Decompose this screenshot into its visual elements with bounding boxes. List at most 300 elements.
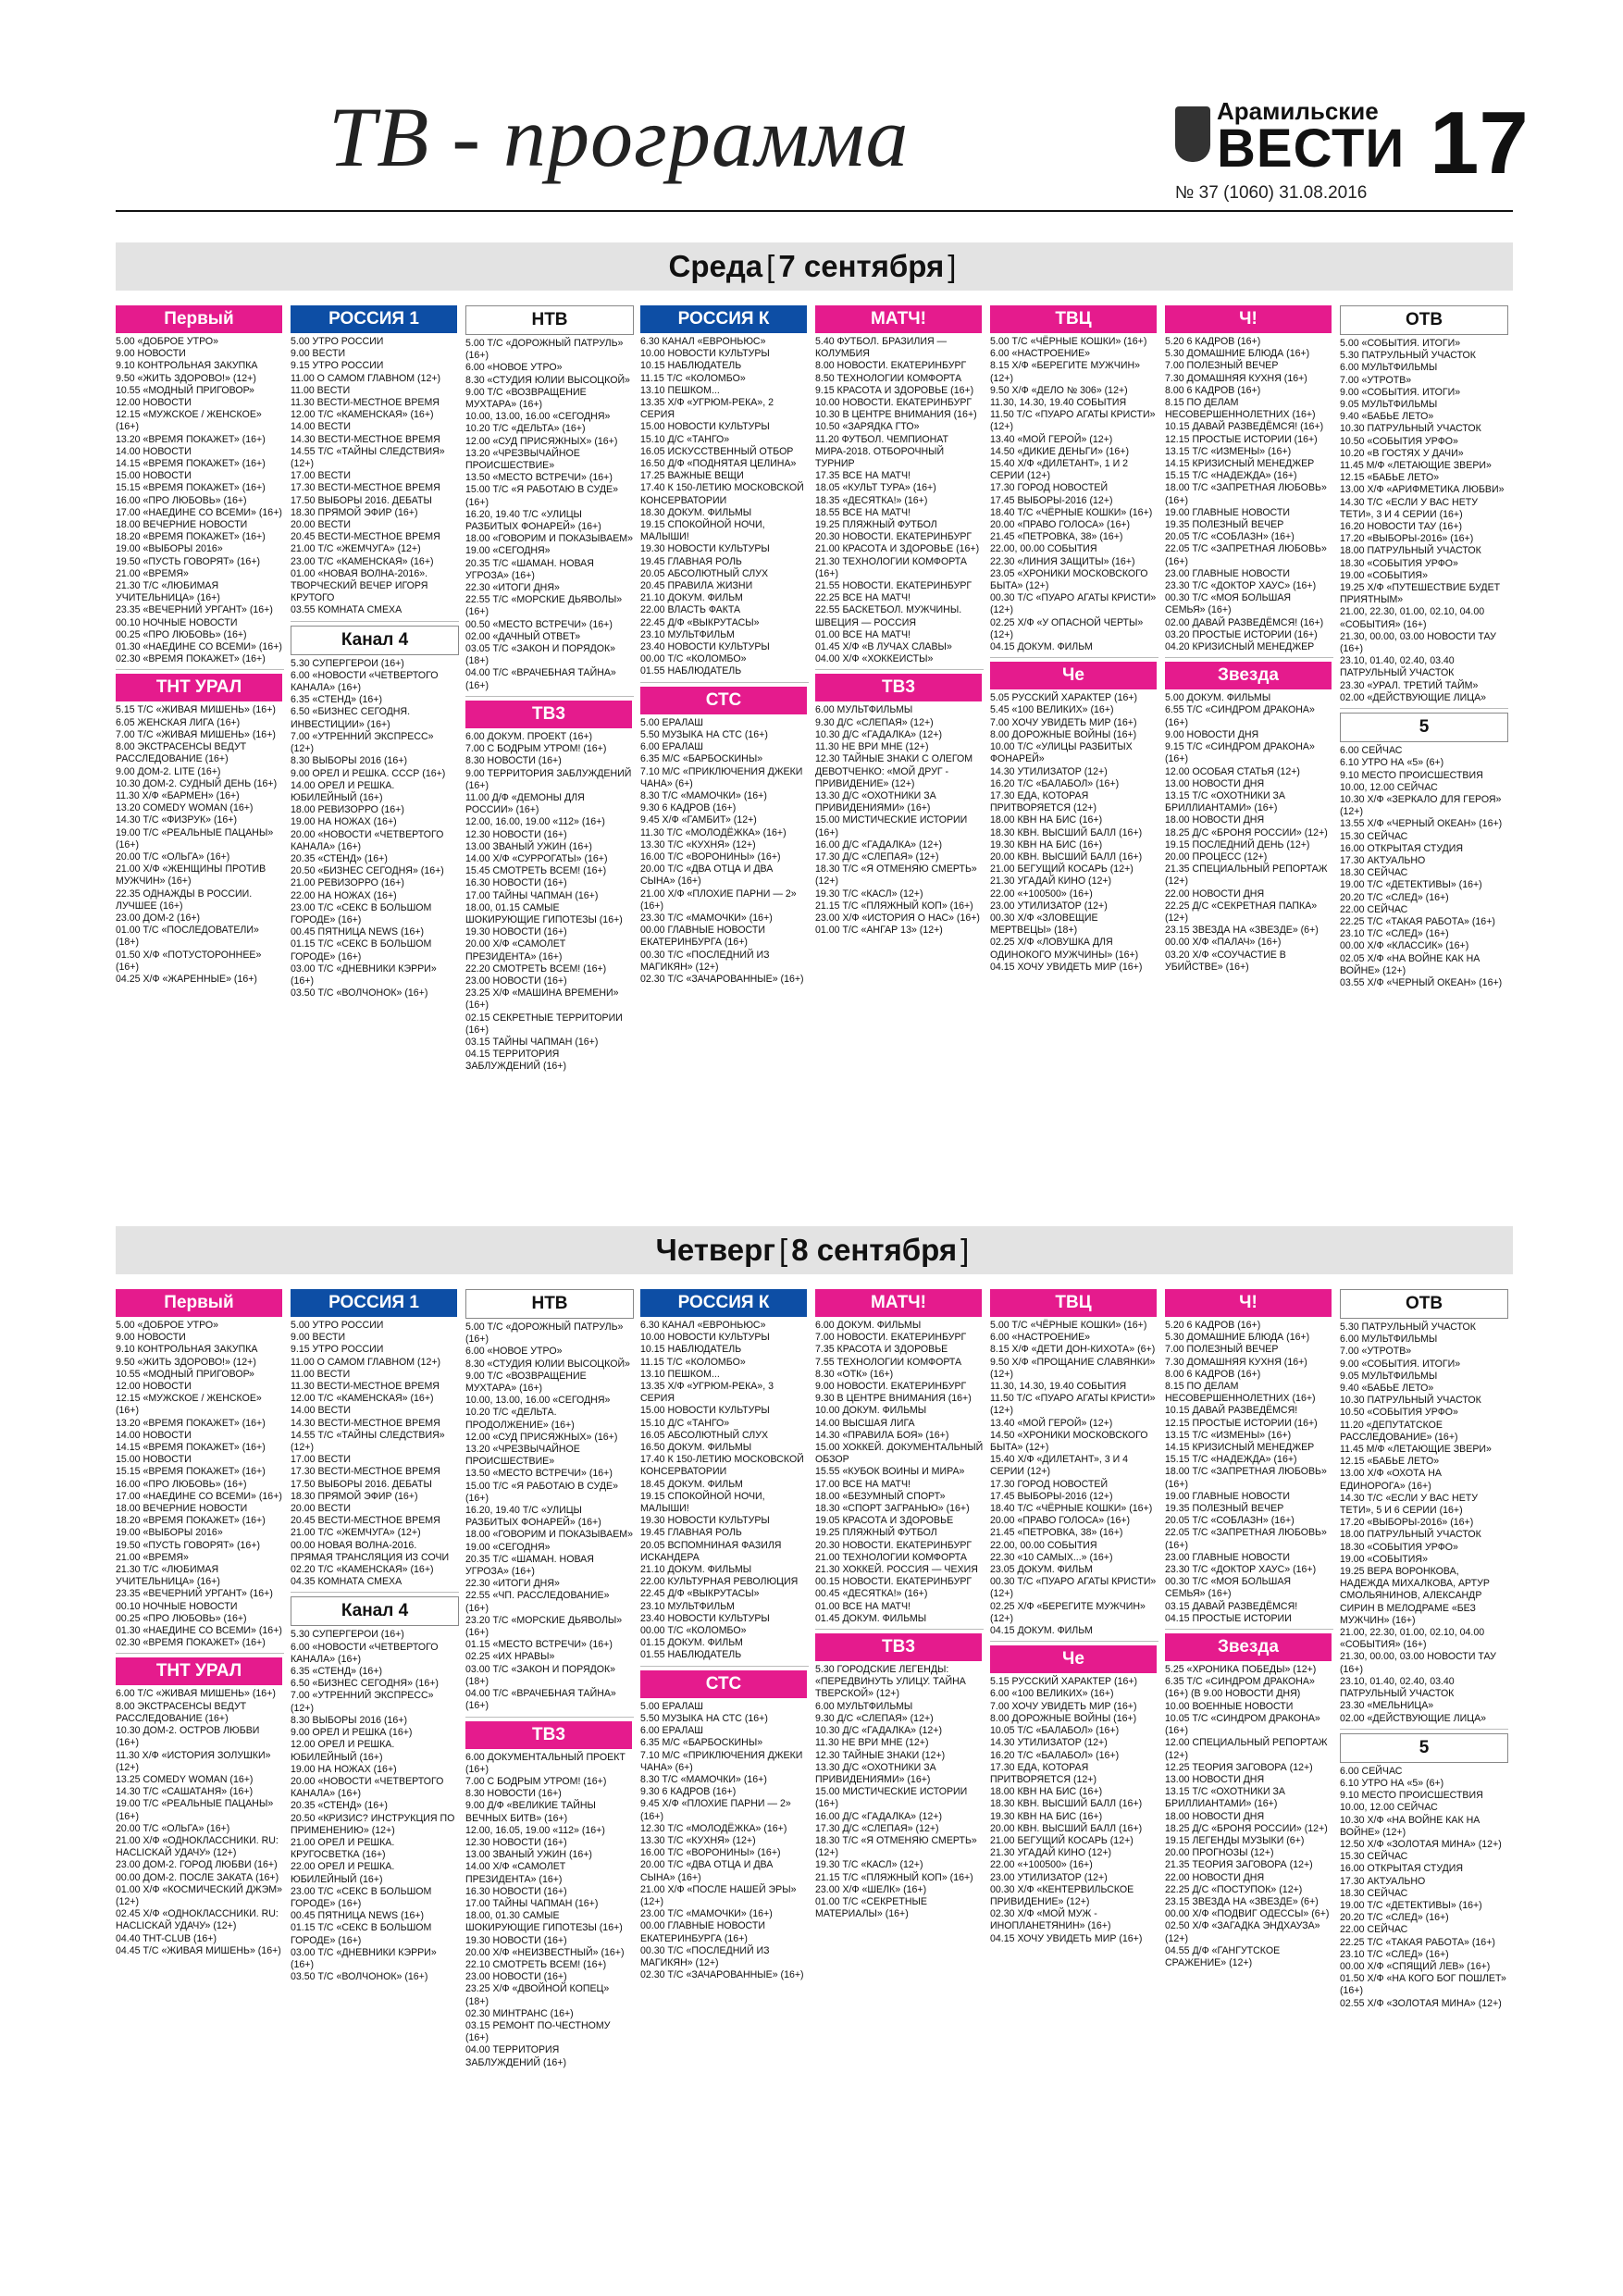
program-item: 13.15 Т/С «ОХОТНИКИ ЗА БРИЛЛИАНТАМИ» (16+) [1165,789,1286,814]
program-item: 14.15 КРИЗИСНЫЙ МЕНЕДЖЕР [1165,1442,1315,1454]
channel-column [640,305,809,986]
program-item: 19.25 ПЛЯЖНЫЙ ФУТБОЛ [815,519,937,531]
channel-logo: РОССИЯ 1 [291,1289,457,1317]
program-item: 5.00 ДОКУМ. ФИЛЬМЫ [1165,692,1271,704]
program-item: 9.45 Х/Ф «ГАМБИТ» (12+) [640,814,757,826]
program-item: 18.00 ВЕЧЕРНИЕ НОВОСТИ [116,519,248,531]
program-item: 12.00 Т/С «КАМЕНСКАЯ» (16+) [291,409,434,421]
program-item: 19.35 ПОЛЕЗНЫЙ ВЕЧЕР [1165,519,1284,531]
program-item: 23.25 Х/Ф «МАШИНА ВРЕМЕНИ» (16+) [465,987,619,1011]
program-item: 19.00 «СОБЫТИЯ» [1340,569,1428,581]
program-list [1165,692,1333,974]
program-item: 21.30 Т/С «ЛЮБИМАЯ УЧИТЕЛЬНИЦА» (16+) [116,580,220,604]
program-item: 18.20 «ВРЕМЯ ПОКАЖЕТ» (16+) [116,1515,266,1527]
program-item: 6.10 УТРО НА «5» (6+) [1340,757,1444,769]
program-item: 9.00 Т/С «ВОЗВРАЩЕНИЕ МУХТАРА» (16+) [465,1370,587,1395]
program-item: 23.00 ДОМ-2 (16+) [116,912,201,924]
program-item: 02.30 МИНТРАНС (16+) [465,2007,574,2019]
program-item: 19.00 «ВЫБОРЫ 2016» [116,1527,223,1539]
program-item: 9.00 ДОМ-2. LITE (16+) [116,765,221,777]
program-item: 7.00 ПОЛЕЗНЫЙ ВЕЧЕР [1165,1344,1279,1356]
program-item: 15.00 Т/С «Я РАБОТАЮ В СУДЕ» (16+) [465,1480,618,1504]
channel-logo: СТС [640,687,807,714]
program-item: 8.30 НОВОСТИ (16+) [465,755,562,767]
program-item: 21.00 КРАСОТА И ЗДОРОВЬЕ (16+) [815,543,980,555]
program-item: 18.00 Т/С «ЗАПРЕТНАЯ ЛЮБОВЬ» (16+) [1165,482,1327,506]
program-item: 13.30 Д/С «ОХОТНИКИ ЗА ПРИВИДЕНИЯМИ» (16+) [815,789,936,814]
program-list [1340,1766,1508,2010]
program-item: 20.00 ПРОЦЕСС (12+) [1165,850,1268,863]
program-item: 6.35 «СТЕНД» (16+) [291,694,382,706]
program-item: 18.00 НОВОСТИ ДНЯ [1165,1810,1265,1822]
program-list [116,1688,284,1956]
channel-logo: Звезда [1165,662,1332,689]
program-item: 15.00 МИСТИЧЕСКИЕ ИСТОРИИ (16+) [815,814,968,838]
program-item: 01.55 НАБЛЮДАТЕЛЬ [640,1649,742,1661]
program-item: 15.00 Т/С «Я РАБОТАЮ В СУДЕ» (16+) [465,484,618,508]
channel-logo: 5 [1340,1733,1508,1763]
program-item: 18.00 «ГОВОРИМ И ПОКАЗЫВАЕМ» [465,533,633,545]
bracket: [ [779,1233,788,1267]
program-item: 5.50 МУЗЫКА НА СТС (16+) [640,728,768,740]
program-item: 00.30 Х/Ф «ЗЛОВЕЩИЕ МЕРТВЕЦЫ» (18+) [990,912,1098,937]
program-list [990,1676,1158,1944]
program-item: 02.30 Т/С «ЗАЧАРОВАННЫЕ» (16+) [640,1969,804,1981]
program-item: 00.00 Х/Ф «КЛАССИК» (16+) [1340,940,1469,952]
program-item: 9.00 ВЕСТИ [291,348,346,360]
program-item: 23.05 ДОКУМ. ФИЛЬМ [990,1564,1093,1576]
program-item: 7.00 ПОЛЕЗНЫЙ ВЕЧЕР [1165,360,1279,372]
program-item: 10.00, 13.00, 16.00 «СЕГОДНЯ» [465,1395,611,1407]
program-item: 8.30 Т/С «МАМОЧКИ» (16+) [640,1773,767,1785]
program-item: 13.50 «МЕСТО ВСТРЕЧИ» (16+) [465,472,613,484]
program-item: 15.30 СЕЙЧАС [1340,1851,1408,1863]
program-item: 23.30 «УРАЛ. ТРЕТИЙ ТАЙМ» [1340,679,1479,691]
program-item: 10.15 ДАВАЙ РАЗВЕДЁМСЯ! [1165,1405,1298,1417]
program-item: 17.00 ВЕСТИ [291,1454,351,1466]
program-item: 19.30 КВН НА БИС (16+) [990,838,1103,850]
program-item: 15.10 Д/С «ТАНГО» [640,1417,730,1429]
program-item: 6.50 «БИЗНЕС СЕГОДНЯ» (16+) [291,1678,439,1690]
program-item: 11.50 Т/С «ПУАРО АГАТЫ КРИСТИ» (12+) [990,409,1156,433]
program-list [465,338,634,692]
program-item: 23.10 Т/С «СЛЕД» (16+) [1340,1948,1449,1960]
program-item: 00.00 Х/Ф «ПОДВИГ ОДЕССЫ» (6+) [1165,1908,1330,1920]
day-label: Среда [668,249,763,283]
program-item: 18.30 «СОБЫТИЯ УРФО» [1340,557,1458,569]
program-item: 20.00 Т/С «ДВА ОТЦА И ДВА СЫНА» (16+) [640,863,774,887]
program-item: 7.00 «УТРОТВ» [1340,374,1412,386]
program-list [640,336,809,678]
channel-logo: ТНТ УРАЛ [116,674,282,701]
program-item: 22.00 СЕЙЧАС [1340,1924,1408,1936]
program-item: 6.35 М/С «БАРБОСКИНЫ» [640,753,763,765]
program-item: 10.00 НОВОСТИ КУЛЬТУРЫ [640,1332,770,1344]
program-item: 17.30 ЕДА, КОТОРАЯ ПРИТВОРЯЕТСЯ (12+) [990,789,1097,814]
program-item: 5.00 Т/С «ДОРОЖНЫЙ ПАТРУЛЬ» (16+) [465,1322,624,1346]
program-item: 17.20 «ВЫБОРЫ-2016» (16+) [1340,1517,1474,1529]
program-list [1165,1664,1333,1969]
program-item: 20.05 Т/С «СОБЛАЗН» (16+) [1165,1515,1295,1527]
program-item: 22.25 Д/С «ПОСТУПОК» (12+) [1165,1883,1303,1895]
program-item: 5.50 МУЗЫКА НА СТС (16+) [640,1712,768,1724]
program-item: 13.00 НОВОСТИ ДНЯ [1165,777,1265,789]
program-item: 17.30 Д/С «СЛЕПАЯ» (12+) [815,1822,939,1834]
program-item: 02.30 Х/Ф «МОЙ МУЖ - ИНОПЛАНЕТЯНИН» (16+) [990,1908,1111,1932]
channel-logo: Че [990,662,1157,689]
program-item: 18.00, 01.15 САМЫЕ ШОКИРУЮЩИЕ ГИПОТЕЗЫ (16+) [465,901,623,925]
channel-logo: РОССИЯ 1 [291,305,457,333]
program-item: 02.00 «ДАЧНЫЙ ОТВЕТ» [465,630,581,642]
program-item: 18.00 НОВОСТИ ДНЯ [1165,814,1265,826]
channel-column [116,1289,284,1957]
program-item: 22.00, 00.00 СОБЫТИЯ [990,1539,1097,1551]
program-item: 18.00 «ГОВОРИМ И ПОКАЗЫВАЕМ» [465,1529,633,1541]
program-item: 00.50 «МЕСТО ВСТРЕЧИ» (16+) [465,618,613,630]
program-item: 01.15 «МЕСТО ВСТРЕЧИ» (16+) [465,1639,613,1651]
program-item: 10.30 ДОМ-2. ОСТРОВ ЛЮБВИ (16+) [116,1725,260,1749]
program-item: 20.50 «КРИЗИС? ИНСТРУКЦИЯ ПО ПРИМЕНЕНИЮ» (12+) [291,1812,455,1836]
program-list [1340,338,1508,704]
program-list [465,1752,634,2069]
program-item: 16.05 АБСОЛЮТНЫЙ СЛУХ [640,1429,769,1441]
logo-subtitle: Арамильские [1217,97,1379,125]
program-item: 17.50 ВЫБОРЫ 2016. ДЕБАТЫ [291,494,432,506]
program-item: 02.05 Х/Ф «НА ВОЙНЕ КАК НА ВОЙНЕ» (12+) [1340,952,1481,976]
program-item: 5.30 ПАТРУЛЬНЫЙ УЧАСТОК [1340,1322,1476,1333]
program-item: 21.15 Т/С «ПЛЯЖНЫЙ КОП» (16+) [815,1871,973,1883]
program-item: 04.45 Т/С «ЖИВАЯ МИШЕНЬ» (16+) [116,1944,281,1956]
program-item: 15.00 НОВОСТИ [116,470,192,482]
program-list [1340,1322,1508,1725]
program-item: 00.45 «ДЕСЯТКА!» (16+) [815,1588,928,1600]
program-item: 13.15 Т/С «ОХОТНИКИ ЗА БРИЛЛИАНТАМИ» (16+) [1165,1786,1286,1810]
program-item: 18.30 «СПОРТ ЗАГРАНЬЮ» (16+) [815,1503,970,1515]
program-item: 15.30 СЕЙЧАС [1340,830,1408,842]
program-item: 22.35 ОДНАЖДЫ В РОССИИ. ЛУЧШЕЕ (16+) [116,887,253,912]
program-item: 13.10 ПЕШКОМ... [640,384,720,396]
program-item: 02.25 «ИХ НРАВЫ» [465,1651,555,1663]
program-item: 12.15 «МУЖСКОЕ / ЖЕНСКОЕ» (16+) [116,409,262,433]
program-item: 01.15 ДОКУМ. ФИЛЬМ [640,1637,743,1649]
program-item: 01.00 Т/С «СЕКРЕТНЫЕ МАТЕРИАЛЫ» (16+) [815,1895,927,1920]
program-item: 10.50 «ЗАРЯДКА ГТО» [815,421,920,433]
program-item: 16.00 Д/С «ГАДАЛКА» (12+) [815,1810,943,1822]
program-item: 16.50 ДОКУМ. ФИЛЬМЫ [640,1442,752,1454]
program-item: 15.00 НОВОСТИ КУЛЬТУРЫ [640,421,770,433]
program-item: 20.05 ВСПОМНИНАЯ ФАЗИЛЯ ИСКАНДЕРА [640,1539,782,1563]
program-item: 12.00 «СУД ПРИСЯЖНЫХ» (16+) [465,435,618,447]
program-item: 5.15 РУССКИЙ ХАРАКТЕР (16+) [990,1676,1138,1688]
program-item: 9.05 МУЛЬТФИЛЬМЫ [1340,1370,1438,1382]
channel-column [990,305,1158,974]
program-item: 6.00 Т/С «ЖИВАЯ МИШЕНЬ» (16+) [116,1688,276,1700]
program-item: 00.10 НОЧНЫЕ НОВОСТИ [116,616,238,628]
program-item: 19.00 «СЕГОДНЯ» [465,545,551,557]
program-list [291,1320,459,1588]
program-item: 21.30, 00.00, 03.00 НОВОСТИ ТАУ (16+) [1340,630,1496,655]
program-item: 18.30 СЕЙЧАС [1340,1887,1408,1899]
channel-logo: ТВ3 [465,1721,632,1749]
program-item: 12.30 Т/С «МОЛОДЁЖКА» (16+) [640,1822,787,1834]
program-item: 5.00 ЕРАЛАШ [640,716,704,728]
program-item: 11.15 Т/С «КОЛОМБО» [640,372,746,384]
program-item: 14.50 «ДИКИЕ ДЕНЬГИ» (16+) [990,445,1129,457]
program-item: 10.05 Т/С «СИНДРОМ ДРАКОНА» (16+) [1165,1712,1320,1737]
page-header [0,0,1623,213]
program-item: 23.30 «МЕЛЬНИЦА» [1340,1700,1434,1712]
program-item: 9.00 ВЕСТИ [291,1332,346,1344]
program-item: 19.00 Т/С «ДЕТЕКТИВЫ» (16+) [1340,1899,1482,1911]
program-item: 18.30 ПРЯМОЙ ЭФИР (16+) [291,506,418,518]
program-item: 6.10 УТРО НА «5» (6+) [1340,1777,1444,1789]
program-item: 9.00 НОВОСТИ. ЕКАТЕРИНБУРГ [815,1381,967,1393]
program-item: 02.00 «ДЕЙСТВУЮЩИЕ ЛИЦА» [1340,691,1487,703]
program-item: 13.20 «ЧРЕЗВЫЧАЙНОЕ ПРОИСШЕСТВИЕ» [465,1444,580,1468]
program-item: 20.35 «СТЕНД» (16+) [291,1800,388,1812]
program-item: 19.45 ГЛАВНАЯ РОЛЬ [640,555,742,567]
program-item: 13.20 «ЧРЕЗВЫЧАЙНОЕ ПРОИСШЕСТВИЕ» [465,447,580,472]
program-item: 19.30 Т/С «КАСЛ» (12+) [815,887,923,900]
program-item: 10.30 Х/Ф «НА ВОЙНЕ КАК НА ВОЙНЕ» (12+) [1340,1814,1481,1838]
program-item: 01.00 ВСЕ НА МАТЧ! [815,628,911,640]
program-item: 15.15 «ВРЕМЯ ПОКАЖЕТ» (16+) [116,1466,266,1478]
program-item: 8.00 ЭКСТРАСЕНСЫ ВЕДУТ РАССЛЕДОВАНИЕ (16+) [116,1700,247,1724]
program-item: 23.10 Т/С «СЛЕД» (16+) [1340,928,1449,940]
program-item: 18.30 СЕЙЧАС [1340,867,1408,879]
program-item: 22.05 Т/С «ЗАПРЕТНАЯ ЛЮБОВЬ» (16+) [1165,543,1327,567]
program-item: 03.00 Т/С «ДНЕВНИКИ КЭРРИ» (16+) [291,962,437,987]
channel-column [465,305,634,1074]
program-item: 7.00 С БОДРЫМ УТРОМ! (16+) [465,1775,607,1787]
program-item: 17.00 «НАЕДИНЕ СО ВСЕМИ» (16+) [116,1490,282,1502]
block-separator [291,621,459,622]
program-item: 22.00 НОВОСТИ ДНЯ [1165,887,1265,900]
program-item: 15.55 «КУБОК ВОИНЫ И МИРА» [815,1466,965,1478]
program-item: 14.55 Т/С «ТАЙНЫ СЛЕДСТВИЯ» (12+) [291,1429,445,1454]
program-list [990,692,1158,974]
program-item: 02.45 Х/Ф «ОДНОКЛАССНИКИ. RU: НАCLICKАЙ УДАЧУ» (12+) [116,1908,279,1932]
program-item: 8.00 ДОРОЖНЫЕ ВОЙНЫ (16+) [990,1712,1137,1724]
program-item: 00.30 Т/С «ПУАРО АГАТЫ КРИСТИ» (12+) [990,592,1157,616]
program-item: 8.00 ЭКСТРАСЕНСЫ ВЕДУТ РАССЛЕДОВАНИЕ (16+) [116,741,247,765]
program-item: 22.00, 00.00 СОБЫТИЯ [990,543,1097,555]
program-item: 22.00 НА НОЖАХ (16+) [291,889,397,901]
program-item: 6.05 ЖЕНСКАЯ ЛИГА (16+) [116,716,241,728]
program-item: 18.30 ДОКУМ. ФИЛЬМЫ [640,506,752,518]
program-item: 11.30, 14.30, 19.40 СОБЫТИЯ [990,397,1127,409]
program-item: 15.45 СМОТРЕТЬ ВСЕМ! (16+) [465,865,607,877]
program-item: 9.15 Т/С «СИНДРОМ ДРАКОНА» (16+) [1165,741,1315,765]
program-item: 18.40 Т/С «ЧЁРНЫЕ КОШКИ» (16+) [990,506,1153,518]
program-item: 22.00 ВЛАСТЬ ФАКТА [640,604,741,616]
program-item: 8.15 ПО ДЕЛАМ НЕСОВЕРШЕННОЛЕТНИХ (16+) [1165,1381,1316,1405]
program-item: 10.00 НОВОСТИ КУЛЬТУРЫ [640,348,770,360]
program-item: 02.25 Х/Ф «БЕРЕГИТЕ МУЖЧИН» (12+) [990,1600,1146,1624]
program-item: 10.30 ПАТРУЛЬНЫЙ УЧАСТОК [1340,1395,1481,1407]
bracket: [ [766,249,775,283]
channel-column [1165,305,1333,974]
program-item: 9.30 6 КАДРОВ (16+) [640,1786,737,1798]
channel-logo: РОССИЯ К [640,305,807,333]
program-item: 13.55 Х/Ф «ЧЕРНЫЙ ОКЕАН» (16+) [1340,818,1503,830]
program-item: 18.00 РЕВИЗОРРО (16+) [291,804,404,816]
program-list [1165,336,1333,653]
program-item: 18.30 КВН. ВЫСШИЙ БАЛЛ (16+) [990,1798,1143,1810]
block-separator [1340,708,1508,709]
program-item: 16.00 ОТКРЫТАЯ СТУДИЯ [1340,1863,1464,1875]
program-item: 18.25 Д/С «БРОНЯ РОССИИ» (12+) [1165,1822,1328,1834]
program-item: 22.55 «ЧП. РАССЛЕДОВАНИЕ» (16+) [465,1590,610,1614]
program-item: 04.15 ХОЧУ УВИДЕТЬ МИР (16+) [990,1932,1143,1944]
program-item: 04.55 Д/Ф «ГАНГУТСКОЕ СРАЖЕНИЕ» (12+) [1165,1944,1281,1968]
program-item: 6.00 «НАСТРОЕНИЕ» [990,1332,1091,1344]
program-item: 14.00 НОВОСТИ [116,1429,192,1441]
program-item: 04.15 ТЕРРИТОРИЯ ЗАБЛУЖДЕНИЙ (16+) [465,1049,566,1073]
program-item: 12.00 ОРЕЛ И РЕШКА. ЮБИЛЕЙНЫЙ (16+) [291,1739,395,1763]
program-item: 18.40 Т/С «ЧЁРНЫЕ КОШКИ» (16+) [990,1503,1153,1515]
program-item: 02.30 «ВРЕМЯ ПОКАЖЕТ» (16+) [116,1637,266,1649]
program-item: 12.15 ПРОСТЫЕ ИСТОРИИ (16+) [1165,433,1318,445]
program-item: 6.00 ДОКУМ. ПРОЕКТ (16+) [465,730,593,742]
program-item: 03.00 Т/С «ЗАКОН И ПОРЯДОК» (18+) [465,1663,616,1687]
program-item: 18.20 «ВРЕМЯ ПОКАЖЕТ» (16+) [116,531,266,543]
program-item: 15.40 Х/Ф «ДИЛЕТАНТ», 3 И 4 СЕРИИ (12+) [990,1454,1129,1478]
channel-logo: РОССИЯ К [640,1289,807,1317]
program-item: 9.10 МЕСТО ПРОИСШЕСТВИЯ [1340,769,1483,781]
program-item: 12.15 «МУЖСКОЕ / ЖЕНСКОЕ» (16+) [116,1393,262,1417]
program-item: 23.00 НОВОСТИ (16+) [465,974,567,987]
program-item: 18.00 ПАТРУЛЬНЫЙ УЧАСТОК [1340,1529,1481,1541]
program-item: 14.00 ОРЕЛ И РЕШКА. ЮБИЛЕЙНЫЙ (16+) [291,779,395,803]
program-item: 15.40 Х/Ф «ДИЛЕТАНТ», 1 И 2 СЕРИИ (12+) [990,458,1129,482]
program-item: 18.35 «ДЕСЯТКА!» (16+) [815,494,928,506]
program-item: 00.25 «ПРО ЛЮБОВЬ» (16+) [116,1612,247,1624]
channel-column [291,305,459,999]
program-item: 19.00 Т/С «РЕАЛЬНЫЕ ПАЦАНЫ» (16+) [116,1798,274,1822]
program-item: 04.00 ТЕРРИТОРИЯ ЗАБЛУЖДЕНИЙ (16+) [465,2044,566,2068]
program-item: 16.20, 19.40 Т/С «УЛИЦЫ РАЗБИТЫХ ФОНАРЕЙ» (16+) [465,508,601,533]
program-item: 23.00 Х/Ф «ИСТОРИЯ О НАС» (16+) [815,912,980,924]
program-item: 6.00 ДОКУМЕНТАЛЬНЫЙ ПРОЕКТ (16+) [465,1751,626,1775]
program-item: 9.10 КОНТРОЛЬНАЯ ЗАКУПКА [116,360,258,372]
program-item: 13.15 Т/С «ИЗМЕНЫ» (16+) [1165,445,1292,457]
program-item: 12.50 Х/Ф «ЗОЛОТАЯ МИНА» (12+) [1340,1838,1502,1850]
program-item: 7.00 «УТРОТВ» [1340,1346,1412,1358]
program-list [640,1320,809,1662]
program-item: 17.30 АКТУАЛЬНО [1340,1875,1426,1887]
program-item: 18.00 КВН НА БИС (16+) [990,1786,1103,1798]
program-item: 12.15 «БАБЬЕ ЛЕТО» [1340,472,1440,484]
program-item: 12.30 НОВОСТИ (16+) [465,828,567,840]
program-item: 20.00 Т/С «ОЛЬГА» (16+) [116,850,230,863]
program-item: 9.15 УТРО РОССИИ [291,360,384,372]
program-item: 03.15 РЕМОНТ ПО-ЧЕСТНОМУ (16+) [465,2019,611,2044]
program-item: 9.10 КОНТРОЛЬНАЯ ЗАКУПКА [116,1344,258,1356]
program-item: 9.00 «СОБЫТИЯ. ИТОГИ» [1340,1358,1461,1370]
channel-column [1340,305,1508,989]
program-item: 23.00 ГЛАВНЫЕ НОВОСТИ [1165,1551,1290,1563]
program-item: 17.00 ТАЙНЫ ЧАПМАН (16+) [465,1897,599,1909]
program-item: 5.30 ДОМАШНИЕ БЛЮДА (16+) [1165,348,1310,360]
program-item: 9.00 Д/Ф «ВЕЛИКИЕ ТАЙНЫ ВЕЧНЫХ БИТВ» (16+) [465,1800,596,1824]
program-item: 12.00 СПЕЦИАЛЬНЫЙ РЕПОРТАЖ (12+) [1165,1737,1328,1761]
program-item: 17.30 Д/С «СЛЕПАЯ» (12+) [815,850,939,863]
program-item: 19.30 НОВОСТИ (16+) [465,1934,567,1946]
program-item: 14.15 КРИЗИСНЫЙ МЕНЕДЖЕР [1165,458,1315,470]
program-item: 10.15 ДАВАЙ РАЗВЕДЁМСЯ! (16+) [1165,421,1324,433]
program-item: 19.00 «СОБЫТИЯ» [1340,1553,1428,1565]
program-item: 19.15 ЛЕГЕНДЫ МУЗЫКИ (6+) [1165,1834,1305,1846]
program-item: 21.00 Х/Ф «ПОСЛЕ НАШЕЙ ЭРЫ» (12+) [640,1883,797,1907]
program-item: 17.30 ГОРОД НОВОСТЕЙ [990,482,1109,494]
program-item: 19.30 КВН НА БИС (16+) [990,1810,1103,1822]
program-item: 15.10 Д/С «ТАНГО» [640,433,730,445]
program-item: 10.50 «СОБЫТИЯ УРФО» [1340,435,1458,447]
program-list [116,336,284,665]
program-item: 12.00, 16.05, 19.00 «112» (16+) [465,1824,605,1836]
program-item: 18.30 КВН. ВЫСШИЙ БАЛЛ (16+) [990,826,1143,838]
program-item: 13.25 COMEDY WOMAN (16+) [116,1773,254,1785]
program-item: 01.00 Т/С «ПОСЛЕДОВАТЕЛИ» (18+) [116,925,259,949]
program-item: 20.00 ПРОГНОЗЫ (12+) [1165,1847,1274,1859]
program-item: 9.00 НОВОСТИ [116,348,186,360]
program-item: 10.30 Д/С «ГАДАЛКА» (12+) [815,728,943,740]
program-item: 03.20 ПРОСТЫЕ ИСТОРИИ (16+) [1165,628,1318,640]
program-item: 13.00 Х/Ф «АРИФМЕТИКА ЛЮБВИ» [1340,484,1505,496]
program-item: 14.00 Х/Ф «САМОЛЕТ ПРЕЗИДЕНТА» (16+) [465,1861,566,1885]
program-item: 11.30 НЕ ВРИ МНЕ (12+) [815,1737,929,1749]
program-item: 10.30 ДОМ-2. СУДНЫЙ ДЕНЬ (16+) [116,777,278,789]
program-item: 10.30 Х/Ф «ЗЕРКАЛО ДЛЯ ГЕРОЯ» (12+) [1340,793,1502,818]
program-item: 23.00 Т/С «СЕКС В БОЛЬШОМ ГОРОДЕ» (16+) [291,901,432,925]
program-item: 21.00 Т/С «ЖЕМЧУГА» (12+) [291,1527,421,1539]
program-item: 16.50 Д/Ф «ПОДНЯТАЯ ЦЕЛИНА» [640,458,797,470]
channel-logo: Звезда [1165,1633,1332,1661]
program-item: 20.00 ВЕСТИ [291,519,351,531]
program-item: 03.15 ТАЙНЫ ЧАПМАН (16+) [465,1036,599,1048]
program-item: 01.00 «НОВАЯ ВОЛНА-2016». ТВОРЧЕСКИЙ ВЕЧЕР ИГОРЯ КРУТОГО [291,567,428,604]
program-item: 20.45 ВЕСТИ-МЕСТНОЕ ВРЕМЯ [291,1515,440,1527]
program-list [1340,745,1508,989]
program-item: 7.00 «УТРЕННИЙ ЭКСПРЕСС» (12+) [291,1690,434,1714]
program-item: 03.50 Т/С «ВОЛЧОНОК» (16+) [291,987,428,999]
page-title: ТВ - программа [328,90,910,184]
program-item: 5.00 УТРО РОССИИ [291,1320,384,1331]
program-item: 02.00 «ДЕЙСТВУЮЩИЕ ЛИЦА» [1340,1712,1487,1724]
program-item: 10.05 Т/С «БАЛАБОЛ» (16+) [990,1725,1120,1737]
program-item: 00.30 Т/С «ПУАРО АГАТЫ КРИСТИ» (12+) [990,1576,1157,1600]
program-item: 18.00, 01.30 САМЫЕ ШОКИРУЮЩИЕ ГИПОТЕЗЫ (16+) [465,1910,623,1934]
program-item: 6.55 Т/С «СИНДРОМ ДРАКОНА» (16+) [1165,704,1315,728]
program-item: 21.00, 22.30, 01.00, 02.10, 04.00 «СОБЫТИЯ» (16+) [1340,1627,1485,1651]
program-item: 18.00 ВЕЧЕРНИЕ НОВОСТИ [116,1503,248,1515]
channel-logo: Ч! [1165,305,1332,333]
channel-logo: ТВ3 [815,674,982,701]
program-item: 21.45 «ПЕТРОВКА, 38» (16+) [990,1527,1123,1539]
program-item: 04.15 ДОКУМ. ФИЛЬМ [990,641,1093,653]
program-item: 20.20 Т/С «СЛЕД» (16+) [1340,891,1449,903]
program-item: 17.40 К 150-ЛЕТИЮ МОСКОВСКОЙ КОНСЕРВАТОРИИ [640,1454,804,1478]
program-item: 18.25 Д/С «БРОНЯ РОССИИ» (12+) [1165,826,1328,838]
program-item: 21.45 «ПЕТРОВКА, 38» (16+) [990,531,1123,543]
program-item: 8.00 ДОРОЖНЫЕ ВОЙНЫ (16+) [990,728,1137,740]
program-item: 17.30 АКТУАЛЬНО [1340,854,1426,866]
program-item: 16.20 Т/С «БАЛАБОЛ» (16+) [990,777,1120,789]
program-item: 5.30 ПАТРУЛЬНЫЙ УЧАСТОК [1340,350,1476,362]
program-item: 04.00 Т/С «ВРАЧЕБНАЯ ТАЙНА» (16+) [465,667,616,691]
channel-logo: Первый [116,305,282,333]
